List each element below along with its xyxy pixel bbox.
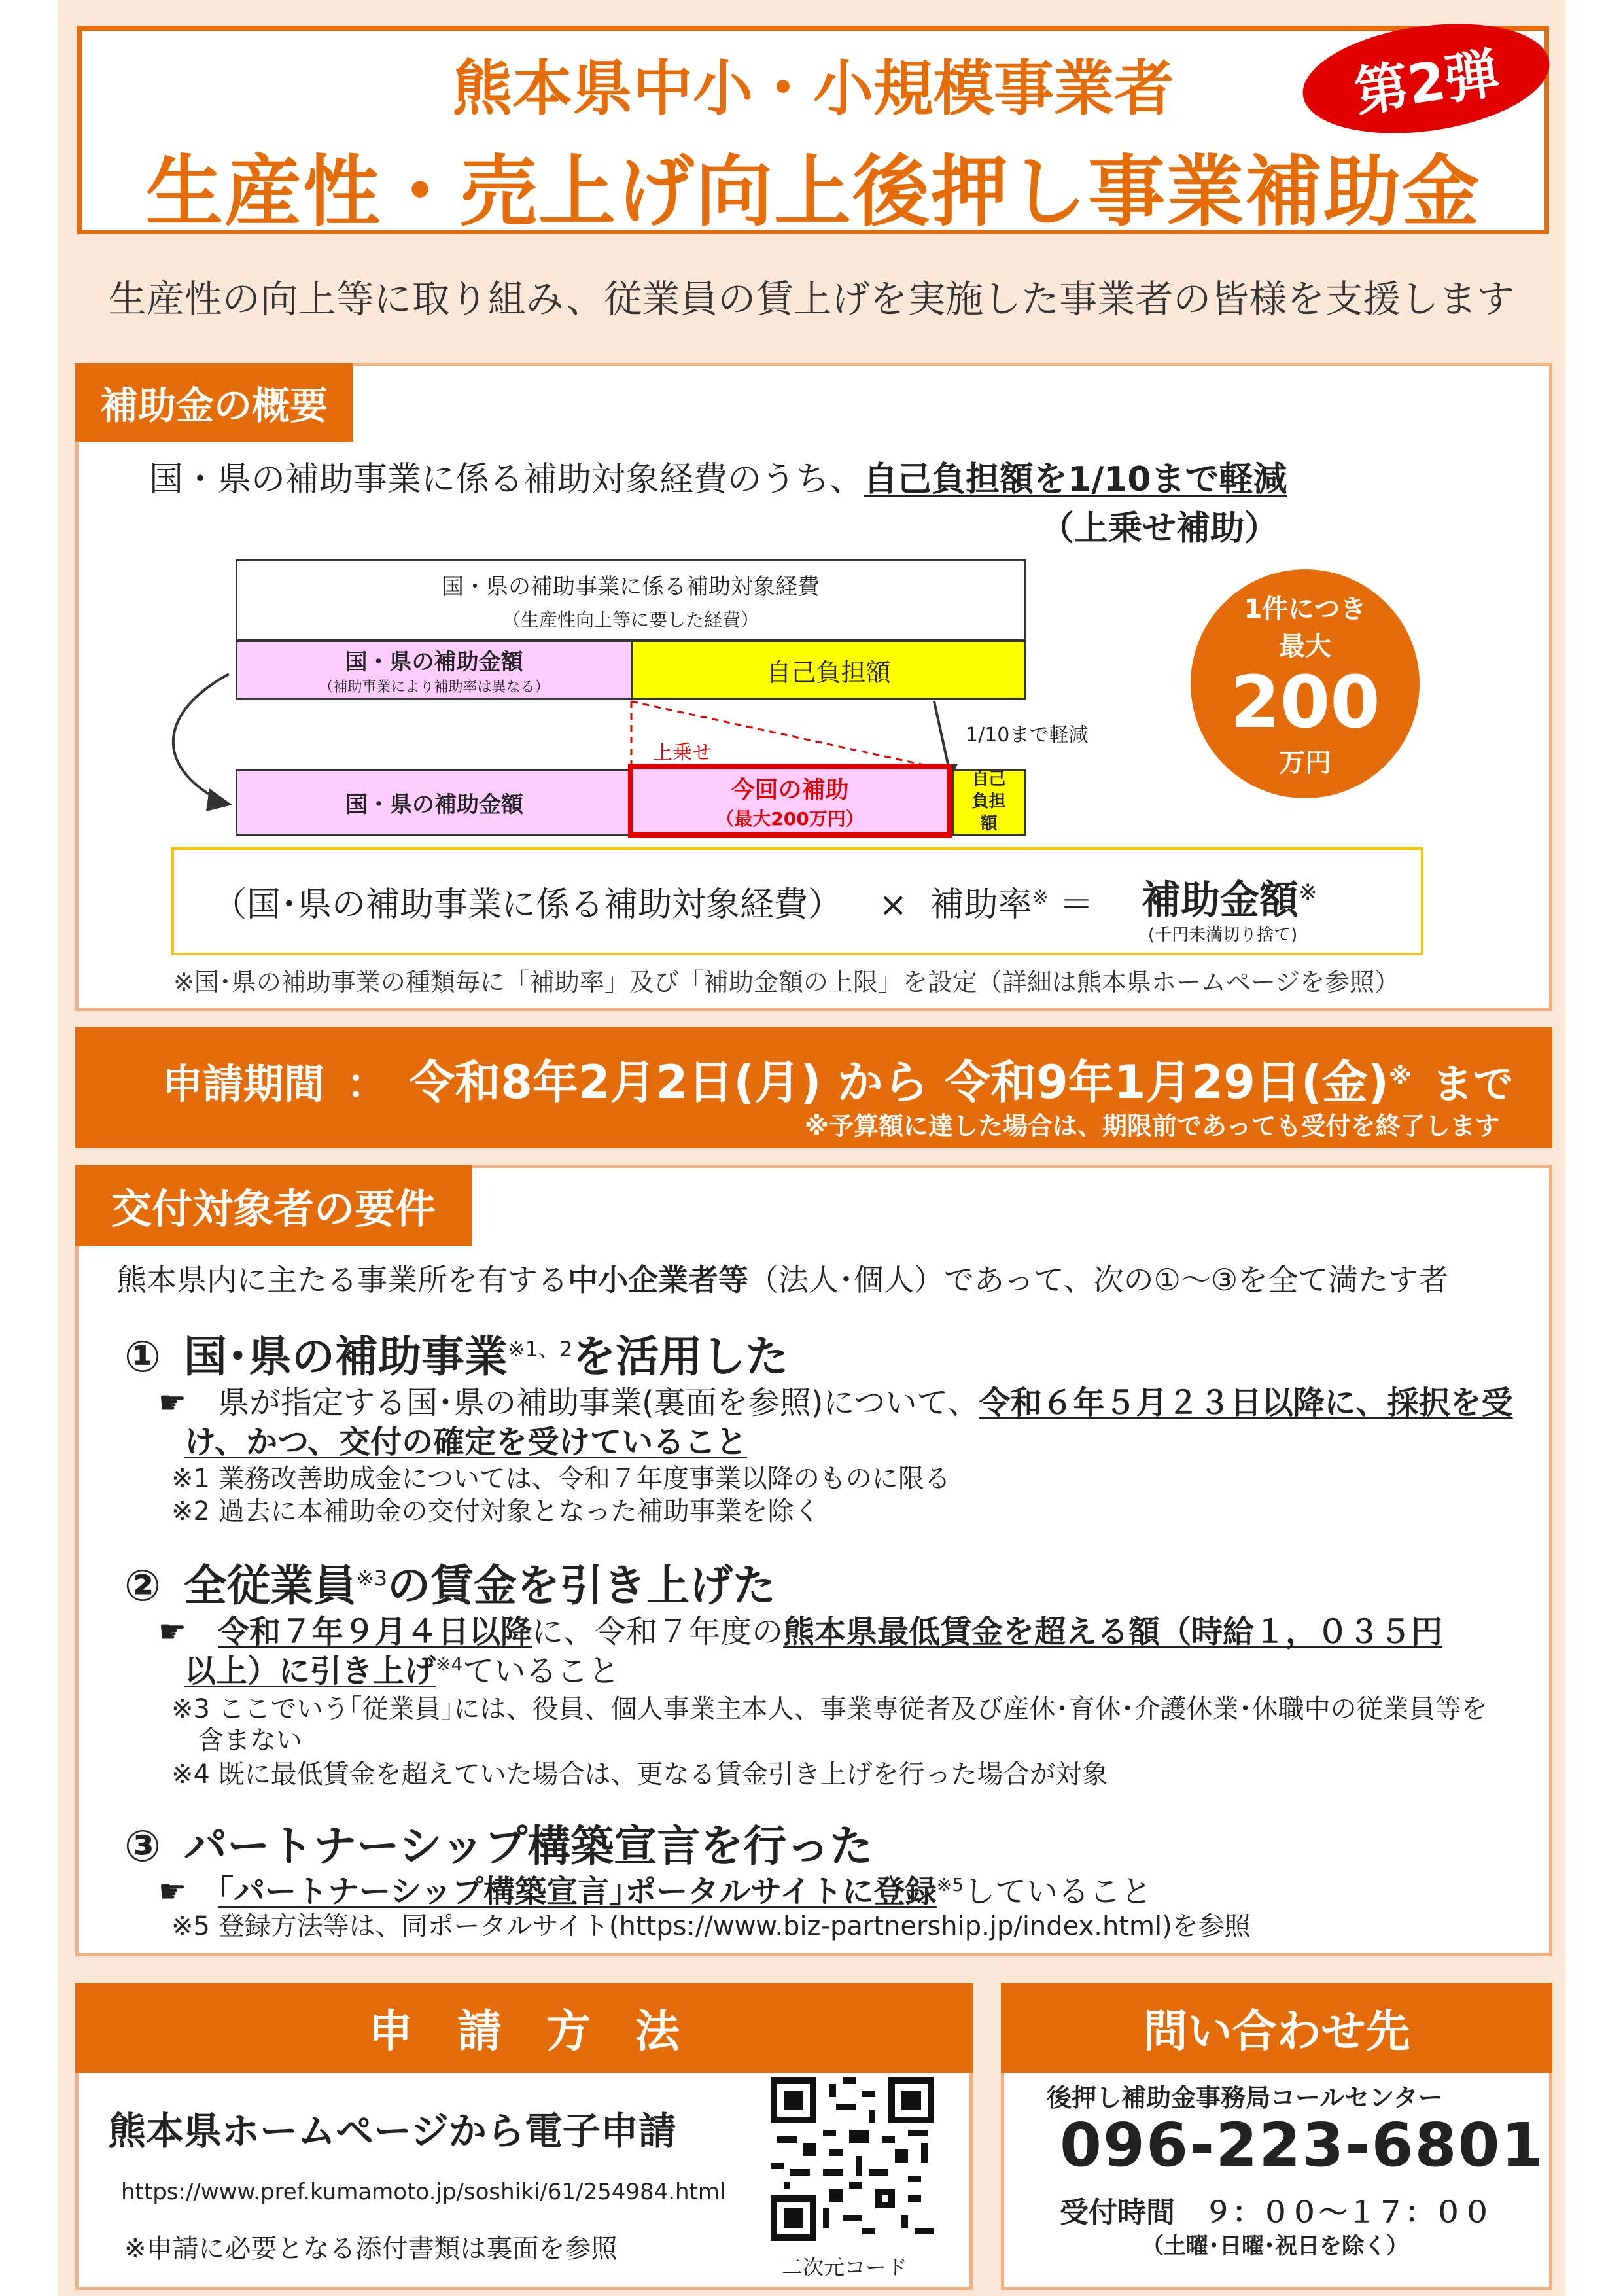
req2-note1-cont: 含まない <box>198 1725 302 1756</box>
overview-lead-emphasis: 自己負担額を1/10まで軽減 <box>864 460 1287 499</box>
req2-num: ② <box>124 1561 161 1611</box>
req1-bullet <box>158 1377 1513 1422</box>
qr-code-icon[interactable] <box>771 2077 934 2241</box>
diagram-total-box <box>236 559 1026 641</box>
diagram-row2-self <box>952 769 1026 836</box>
req1-note2: ※2 過去に本補助金の交付対象となった補助事業を除く <box>171 1496 820 1527</box>
req1-tail: を活用した <box>572 1332 789 1382</box>
contact-phone[interactable]: 096-223-6801 <box>1060 2110 1544 2180</box>
req2-bullet-tail: ていること <box>462 1653 620 1689</box>
req1-title: 国･県の補助事業 <box>183 1332 508 1382</box>
req1-bullet-plain: ☛ 県が指定する国･県の補助事業(裏面を参照)について、 <box>158 1385 979 1421</box>
period-note: ※予算額に達した場合は、期限前であっても受付を終了します <box>805 1112 1500 1140</box>
req2-note2: ※4 既に最低賃金を超えていた場合は、更なる賃金引き上げを行った場合が対象 <box>171 1759 1108 1790</box>
req3-num: ③ <box>124 1821 161 1871</box>
req2-bullet-icon: ☛ <box>158 1614 218 1650</box>
overview-lead-plain: 国・県の補助事業に係る補助対象経費のうち、 <box>149 460 864 499</box>
diagram-row2-subsidy-label: 国・県の補助金額 <box>345 791 523 818</box>
req2-bullet-line2 <box>184 1646 620 1691</box>
req3-bullet-icon: ☛ <box>158 1873 218 1910</box>
badge-second-round: 第2弾 <box>1296 9 1557 147</box>
req1-bullet-em2: け、かつ、交付の確定を受けていること <box>184 1424 748 1460</box>
title-line2: 生産性・売上げ向上後押し事業補助金 <box>145 147 1480 237</box>
formula-times: × <box>879 885 908 925</box>
req3-bullet-tail: していること <box>964 1873 1153 1910</box>
formula-result-sub: (千円未満切り捨て) <box>1148 925 1298 945</box>
overview-tag: 補助金の概要 <box>75 363 353 442</box>
req2-bullet-em1: 熊本県最低賃金を超える額（時給１，０３５円 <box>783 1614 1443 1650</box>
max-amount-circle <box>1191 569 1420 798</box>
formula-rate-mark: ※ <box>1032 886 1049 910</box>
diagram-row2-subsidy <box>236 769 633 836</box>
overview-footnote: ※国･県の補助事業の種類毎に「補助率」及び「補助金額の上限」を設定（詳細は熊本県ホームページを参照） <box>173 968 1400 997</box>
qr-label: 二次元コード <box>782 2255 908 2280</box>
contact-hours: 受付時間 ９：００～１７：００ <box>1060 2196 1492 2229</box>
req2-bullet <box>158 1606 1442 1651</box>
req1-num: ① <box>124 1332 161 1382</box>
diagram-row2-this-sub: （最大200万円） <box>716 807 864 830</box>
req2-bullet-em0: 令和７年９月４日以降 <box>218 1614 532 1650</box>
req1-sup: ※1、2 <box>507 1337 573 1362</box>
title-line1: 熊本県中小・小規模事業者 <box>451 54 1174 124</box>
diagram-total-label: 国・県の補助事業に係る補助対象経費 <box>442 574 820 600</box>
diagram-row1-subsidy-label: 国・県の補助金額 <box>345 649 523 675</box>
diagram-row2-this-label: 今回の補助 <box>731 776 849 804</box>
formula-equals: ＝ <box>1059 885 1094 925</box>
diagram-uwanose: 上乗せ <box>653 741 712 764</box>
diagram-total-sub: （生産性向上等に要した経費） <box>502 609 759 631</box>
formula-left: （国･県の補助事業に係る補助対象経費） <box>213 885 843 925</box>
reduce-arrow-line <box>934 701 949 767</box>
apply-url[interactable]: https://www.pref.kumamoto.jp/soshiki/61/254984.html <box>121 2179 726 2205</box>
period-dates: 令和8年2月2日(月) から 令和9年1月29日(金) <box>409 1055 1389 1109</box>
formula-result <box>1142 869 1318 925</box>
req3-bullet-em1: ｢パートナーシップ構築宣言｣ポータルサイトに登録 <box>218 1873 937 1910</box>
circle-line2: 最大 <box>1279 631 1331 662</box>
period-label: 申請期間 <box>162 1060 325 1108</box>
curved-arrow-icon <box>173 674 229 798</box>
diagram-row1-subsidy-sub: （補助事業により補助率は異なる） <box>319 679 550 696</box>
circle-line1: 1件につき <box>1244 594 1367 624</box>
formula-result-label: 補助金額 <box>1142 877 1299 923</box>
diagram-row2-this-subsidy <box>628 764 952 838</box>
overview-lead <box>149 451 1287 501</box>
req2-bullet-em2: 以上）に引き上げ <box>184 1653 436 1689</box>
period-colon: ： <box>346 1060 387 1108</box>
req3-bullet-sup: ※5 <box>936 1874 964 1896</box>
period-line <box>162 1046 1513 1112</box>
req1-bullet-em1: 令和６年５月２３日以降に、採択を受 <box>979 1385 1513 1421</box>
intro-a: 熊本県内に主たる事業所を有する <box>116 1262 568 1298</box>
req2-sup: ※3 <box>356 1566 388 1591</box>
formula-result-mark: ※ <box>1299 879 1318 906</box>
req2-note1: ※3 ここでいう｢従業員｣には、役員、個人事業主本人、事業専従者及び産休･育休･介護休業･休職中の従業員等を <box>171 1694 1488 1724</box>
intro-c: （法人･個人）であって、次の①～③を全て満たす者 <box>748 1262 1449 1298</box>
apply-head: 申 請 方 法 <box>75 1983 973 2073</box>
circle-unit: 万円 <box>1279 748 1331 778</box>
diagram-row1-self-label: 自己負担額 <box>766 658 891 687</box>
req1-note1: ※1 業務改善助成金については、令和７年度事業以降のものに限る <box>171 1464 951 1494</box>
req2-title: 全従業員 <box>183 1561 357 1611</box>
req2-bullet-sup: ※4 <box>436 1653 463 1675</box>
contact-center: 後押し補助金事務局コールセンター <box>1047 2083 1443 2112</box>
requirements-tag: 交付対象者の要件 <box>75 1165 472 1246</box>
apply-note: ※申請に必要となる添付書類は裏面を参照 <box>124 2234 618 2264</box>
contact-closed: （土曜･日曜･祝日を除く） <box>1142 2233 1408 2259</box>
intro-b: 中小企業者等 <box>568 1262 748 1298</box>
req3-head <box>124 1811 873 1873</box>
formula-line <box>213 877 1093 926</box>
overview-lead-sub: （上乗せ補助） <box>1040 509 1279 548</box>
period-mark: ※ <box>1388 1063 1412 1090</box>
req2-bullet-plain: に、令和７年度の <box>532 1614 784 1650</box>
diagram-reduce-label: 1/10まで軽減 <box>966 724 1089 747</box>
subtitle: 生産性の向上等に取り組み、従業員の賃上げを実施した事業者の皆様を支援します <box>108 277 1515 321</box>
req1-head <box>124 1322 788 1384</box>
circle-amount: 200 <box>1230 660 1380 744</box>
contact-head: 問い合わせ先 <box>1001 1983 1552 2073</box>
period-suffix: まで <box>1432 1060 1514 1108</box>
req3-title: パートナーシップ構築宣言を行った <box>183 1821 873 1871</box>
req2-tail: の賃金を引き上げた <box>387 1561 777 1611</box>
arrow-head-icon <box>206 788 232 811</box>
apply-main: 熊本県ホームページから電子申請 <box>108 2109 676 2153</box>
req3-note1: ※5 登録方法等は、同ポータルサイト(https://www.biz-partnership.jp/index.html)を参照 <box>171 1911 1251 1941</box>
req2-head <box>124 1551 776 1613</box>
diagram-row2-self-label: 自己負担額 <box>971 769 1006 834</box>
requirements-intro <box>116 1256 1448 1299</box>
req3-bullet <box>158 1866 1152 1911</box>
formula-rate: 補助率 <box>930 885 1032 925</box>
